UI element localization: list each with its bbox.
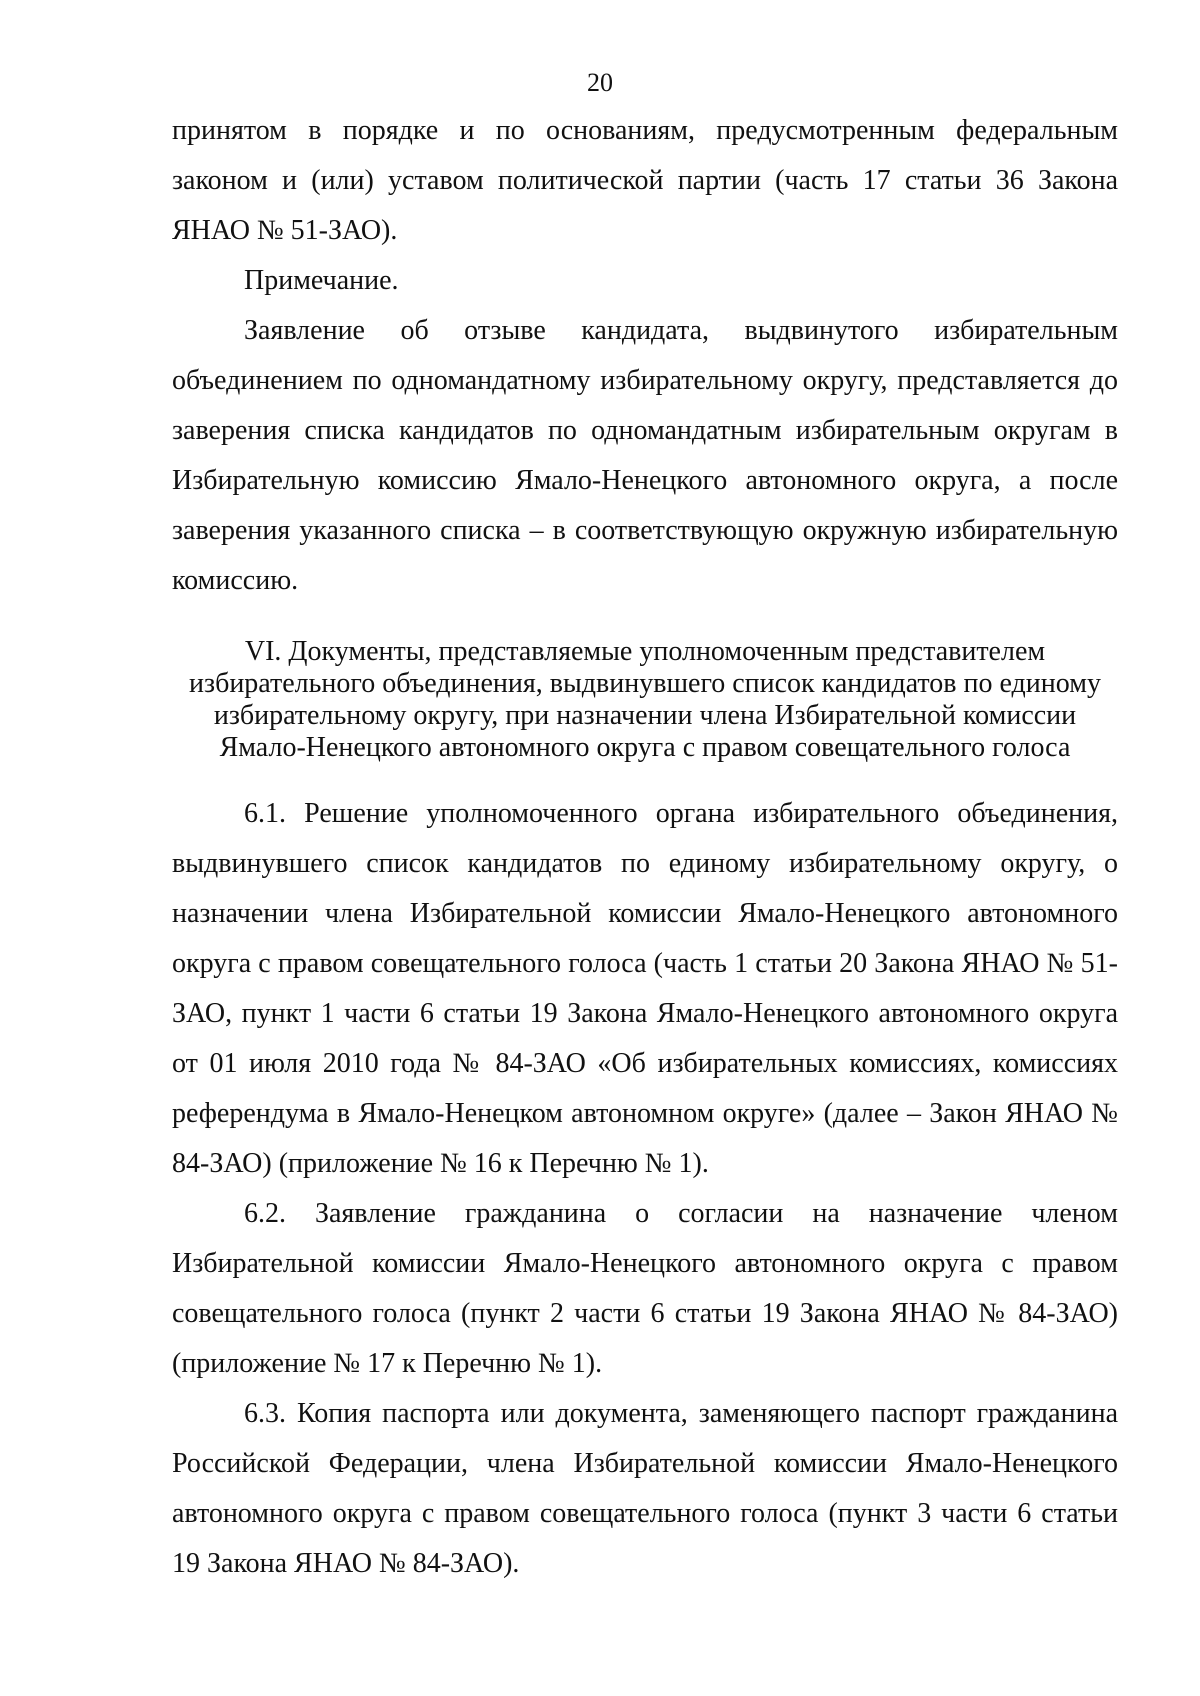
opening-text-block xyxy=(172,106,1118,606)
item-6-1: 6.1. Решение уполномоченного органа избирательного объединения, выдвинувшего список кандидатов по единому избирательному округу, о назначении члена Избирательной комиссии Ямало-Ненецкого автономного округа с правом совещательного голоса (часть 1 статьи 20 Закона ЯНАО № 51-ЗАО, пункт 1 части 6 статьи 19 Закона Ямало-Ненецкого автономного округа от 01 июля 2010 года № 84-ЗАО «Об избирательных комиссиях, комиссиях референдума в Ямало-Ненецком автономном округе» (далее – Закон ЯНАО № 84-ЗАО) (приложение № 16 к Перечню № 1). xyxy=(172,798,1118,1179)
page-number: 20 xyxy=(587,68,613,97)
note-paragraph: Заявление об отзыве кандидата, выдвинутого избирательным объединением по одномандатному избирательному округу, представляется до заверения списка кандидатов по одномандатным избирательным округам в Избирательную комиссию Ямало-Ненецкого автономного округа, а после заверения указанного списка – в соответствующую окружную избирательную комиссию. xyxy=(172,315,1118,596)
section-heading-line: избирательному округу, при назначении члена Избирательной комиссии xyxy=(213,700,1077,731)
section-heading-line: Ямало-Ненецкого автономного округа с правом совещательного голоса xyxy=(219,732,1071,763)
item-6-3: 6.3. Копия паспорта или документа, заменяющего паспорт гражданина Российской Федерации, члена Избирательной комиссии Ямало-Ненецкого автономного округа с правом совещательного голоса (пункт 3 части 6 статьи 19 Закона ЯНАО № 84-ЗАО). xyxy=(172,1398,1118,1579)
note-label: Примечание. xyxy=(244,265,399,296)
section-items xyxy=(172,789,1118,1589)
section-heading-line: избирательного объединения, выдвинувшего список кандидатов по единому xyxy=(189,668,1101,699)
continuation-paragraph: принятом в порядке и по основаниям, предусмотренным федеральным законом и (или) уставом политической партии (часть 17 статьи 36 Закона ЯНАО № 51-ЗАО). xyxy=(172,115,1118,246)
section-heading xyxy=(172,636,1118,764)
item-6-2: 6.2. Заявление гражданина о согласии на назначение членом Избирательной комиссии Ямало-Ненецкого автономного округа с правом совещательного голоса (пункт 2 части 6 статьи 19 Закона ЯНАО № 84-ЗАО) (приложение № 17 к Перечню № 1). xyxy=(172,1198,1118,1379)
section-heading-line: VI. Документы, представляемые уполномоченным представителем xyxy=(244,636,1046,667)
